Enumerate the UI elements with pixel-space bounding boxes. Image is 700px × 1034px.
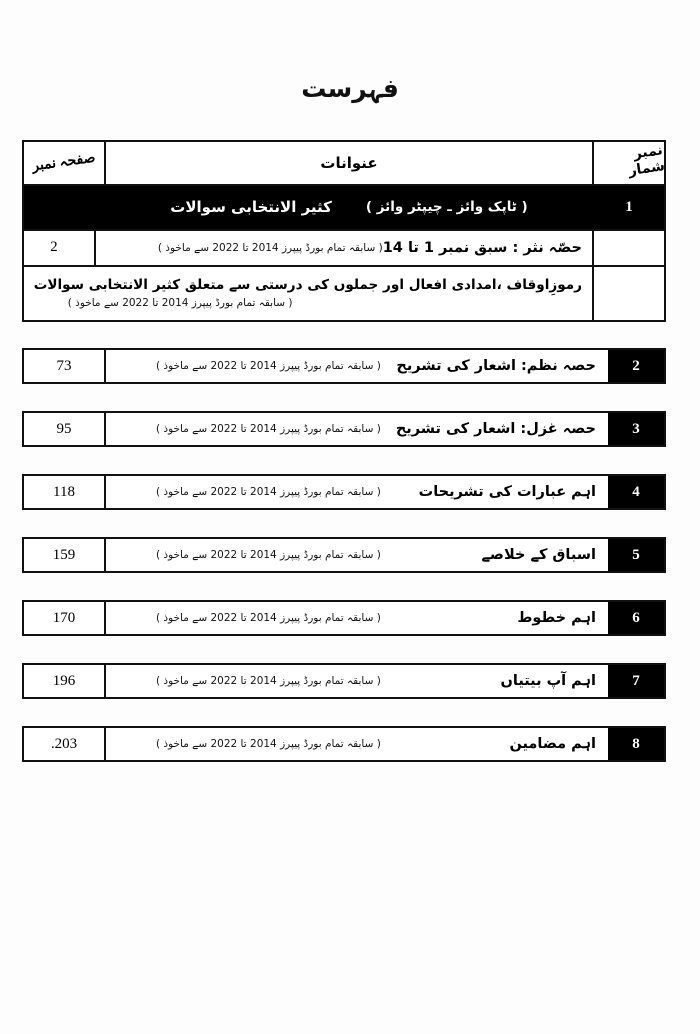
table-row[interactable]	[22, 663, 666, 699]
row-title-cell	[104, 539, 608, 571]
table-row[interactable]	[22, 537, 666, 573]
contents-table-main-block	[22, 140, 666, 322]
header-label-serial: نمبر شمار	[627, 142, 666, 179]
row-title-cell	[94, 231, 592, 265]
row-serial: 4	[608, 476, 664, 508]
row-page-number	[0, 267, 22, 320]
header-cell-titles	[104, 142, 592, 184]
banner-title: کثیر الانتخابی سوالات	[170, 198, 332, 217]
row-serial	[592, 267, 664, 320]
table-header-row	[24, 142, 664, 184]
row-page-number: 203.	[50, 735, 78, 752]
row-page-number: 73	[56, 357, 72, 374]
table-row-banner[interactable]	[24, 184, 664, 230]
table-row[interactable]	[24, 265, 664, 320]
row-serial: 7	[608, 665, 664, 697]
table-row[interactable]	[22, 411, 666, 447]
row-source-note: ( سابقہ تمام بورڈ پیپرز 2014 تا 2022 سے ماخوذ )	[156, 549, 381, 561]
row-source-note: ( سابقہ تمام بورڈ پیپرز 2014 تا 2022 سے ماخوذ )	[156, 612, 381, 624]
row-source-note: ( سابقہ تمام بورڈ پیپرز 2014 تا 2022 سے ماخوذ )	[156, 738, 381, 750]
row-page-number: 196	[52, 672, 76, 689]
row-title-cell	[104, 350, 608, 382]
banner-title-cell	[104, 186, 592, 230]
row-title-cell	[104, 413, 608, 445]
row-source-note: ( سابقہ تمام بورڈ پیپرز 2014 تا 2022 سے ماخوذ )	[156, 675, 381, 687]
table-row[interactable]	[22, 726, 666, 762]
row-source-note: ( سابقہ تمام بورڈ پیپرز 2014 تا 2022 سے ماخوذ )	[156, 423, 381, 435]
row-page-number: 118	[53, 483, 75, 500]
row-title-cell	[22, 267, 592, 320]
row-title-cell	[104, 665, 608, 697]
row-title: اہم عبارات کی تشریحات	[418, 483, 596, 500]
row-source-note: ( سابقہ تمام بورڈ پیپرز 2014 تا 2022 سے ماخوذ )	[156, 360, 381, 372]
table-row[interactable]	[22, 600, 666, 636]
row-title: اہم آپ بیتیاں	[500, 672, 596, 689]
table-row[interactable]	[24, 229, 664, 265]
row-page-number: 159	[52, 546, 76, 563]
row-title-cell	[104, 476, 608, 508]
header-cell-serial	[592, 142, 664, 184]
row-title: حصہ غزل: اشعار کی تشریح	[395, 420, 596, 437]
page-title: فہرست	[301, 74, 399, 103]
row-source-note: ( سابقہ تمام بورڈ پیپرز 2014 تا 2022 سے ماخوذ )	[67, 297, 293, 310]
row-serial: 2	[608, 350, 664, 382]
row-title: اہم خطوط	[517, 609, 596, 626]
banner-serial: 1	[592, 186, 664, 230]
row-serial: 6	[608, 602, 664, 634]
row-source-note: ( سابقہ تمام بورڈ پیپرز 2014 تا 2022 سے ماخوذ )	[157, 241, 383, 254]
row-title: رموزِاوقاف ،امدادی افعال اور جملوں کی درستی سے متعلق کثیر الانتخابی سوالات	[33, 277, 582, 294]
row-title-cell	[104, 728, 608, 760]
row-page-number: 2	[50, 239, 58, 256]
row-source-note: ( سابقہ تمام بورڈ پیپرز 2014 تا 2022 سے ماخوذ )	[156, 486, 381, 498]
row-title: حصہ نظم: اشعار کی تشریح	[396, 357, 596, 374]
row-serial: 8	[608, 728, 664, 760]
row-title: حصّہ نثر : سبق نمبر 1 تا 14	[382, 239, 582, 256]
table-row[interactable]	[22, 348, 666, 384]
banner-page	[24, 186, 104, 230]
header-label-titles: عنوانات	[320, 153, 378, 172]
header-cell-page	[24, 142, 104, 184]
table-row[interactable]	[22, 474, 666, 510]
row-page-number: 95	[56, 420, 72, 437]
row-title-cell	[104, 602, 608, 634]
header-label-page: صفحہ نمبر	[31, 150, 97, 175]
row-title: اہم مضامین	[509, 735, 596, 752]
row-serial	[592, 231, 664, 265]
row-title: اسباق کے خلاصے	[481, 546, 596, 563]
banner-subtitle: ( ٹاپک وائز ـ چیپٹر وائز )	[365, 199, 528, 216]
row-serial: 3	[608, 413, 664, 445]
row-page-number: 170	[52, 609, 76, 626]
row-serial: 5	[608, 539, 664, 571]
